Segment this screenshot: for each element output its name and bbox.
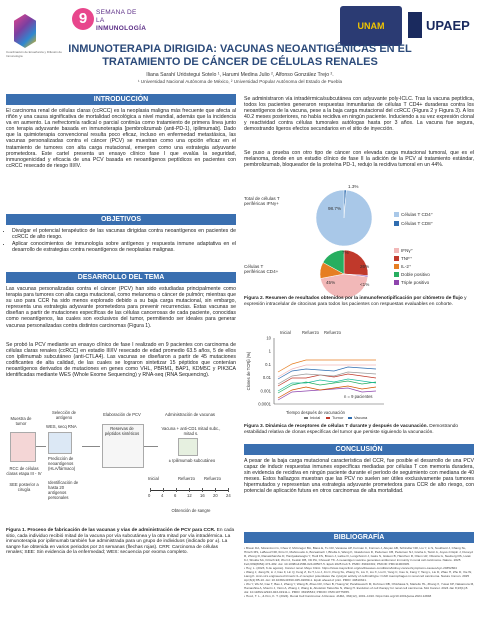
timeline-week-label: 16: [200, 493, 205, 498]
ninth-week-logo: [72, 6, 147, 40]
fig2-label-top: Total de células T periféricas IFNγ+: [244, 196, 280, 206]
fig2-label-bottom: Células T periféricas CD4+: [244, 264, 279, 274]
upaep-logo: [408, 8, 474, 44]
legend-swatch: [394, 256, 399, 261]
ninth-week-number: 9: [72, 8, 94, 30]
bibliography-heading: BIBLIOGRAFÍA: [244, 532, 474, 543]
intro-text: El carcinoma renal de células claras (ccRCC) es la neoplasia maligna más frecuente que afecta al riñón y una causa significativa de mortalidad oncológica a nivel mundial, además que la incidencia va en aumento. La nefrectomía radical o parcial continúa como tratamiento de primera línea junto con terapia adyuvante basada en inmunoterapia [pembrolizumab (anti-PD-1), ipilimumab]. Dado que la quimioterapia convencional resulta poco eficaz, incluso en enfermedad metastásica, las vacunas personalizadas contra el cáncer (PCV) se muestran como una opción eficaz en el tratamiento de tumores con alta carga mutacional, emergen como una estrategia adyuvante prometedora. Este cartel presenta un ensayo clínico fase I que evalúa la seguridad, inmunogenicidad y eficacia de una PCV basada en neoantígenos peptídicos en pacientes con ccRCC resecado de riesgo III/IV.: [6, 108, 236, 169]
ninth-week-line1: SEMANA DE LA: [96, 9, 137, 24]
timeline-tick: [202, 488, 203, 492]
timeline-week-label: 6: [174, 493, 177, 498]
top-label: Inicial: [280, 330, 291, 335]
legend-label: Células T CD4⁺: [401, 212, 434, 217]
top-label: Refuerzo: [324, 330, 341, 335]
vaccine-illustration: [178, 438, 198, 456]
fig1-prediction-label: Predicción de neoantígenos (HLA/fármaco): [48, 456, 76, 471]
legend-label: IL-2⁺: [401, 264, 412, 269]
fig2-legend-ifn: [394, 248, 413, 254]
fig2-pct-top-small: 1.3%: [348, 184, 359, 189]
figure-2-caption-text: y expresión intracelular de citocinas para todos los pacientes con respuestas evaluables en cohorte.: [244, 296, 467, 307]
timeline-week-label: 20: [213, 493, 218, 498]
timeline-label-initial: Inicial: [148, 476, 159, 481]
legend-swatch: [394, 221, 399, 226]
y-tick-label: 0.01: [262, 375, 271, 381]
conclusion-heading: CONCLUSIÓN: [244, 444, 474, 455]
figure-1-caption: [6, 528, 236, 556]
unam-logo: UNAM: [340, 6, 402, 46]
fig2-legend-cd4: [394, 212, 433, 218]
figure-3-caption-title: Figura 3. Dinámica de receptores de células T durante y después de vacunación.: [244, 424, 428, 429]
fig2-pct-b2: 7%: [342, 250, 349, 255]
development-heading: DESARROLLO DEL TEMA: [6, 272, 236, 283]
figure-3: [244, 326, 474, 436]
figure-3-caption-text: Demostrando estabilidad relativa de clonas específicas del tumor que persiste siguiendo la vacunación.: [244, 424, 459, 435]
legend-swatch: [304, 417, 308, 419]
timeline-caption: Obtención de sangre: [171, 508, 211, 513]
reference-item: • Wu Y, Wu M, Cao T, Bao J, Zhang Y, Wang B, Zhao CR, Chen B, Huang W, Pandisuwerh M, Dohmen DB, Ohishawa S, Martello HL, Zhang X, Yuwei KP, Nakamura M, Hamashita A, Mourin J, Vioin A, Zhang J, Wang E, Abolelsin Takuvhle N, Wang H. Evolution of cell therapy for renal cell carcinoma. Mol Cancer. 2024 Jan 8;23(1):8. doi: 10.1186/s12943-023-01911-x. PMID: 38195534; PMCID: PMC10775455.: [244, 582, 475, 594]
fig2-pct-b3: 26%: [360, 264, 370, 269]
upaep-logo-mark: [408, 12, 422, 38]
timeline-week-label: 0: [148, 493, 151, 498]
pie-top-slice: [316, 190, 372, 246]
fig1-identification-label: Identificación de hasta 20 antígenos personales: [48, 480, 79, 500]
timeline-label-booster2: Refuerzo: [204, 476, 221, 481]
sequencing-illustration: [48, 432, 72, 454]
poster-title: [60, 43, 420, 69]
timeline-week-label: 12: [187, 493, 192, 498]
timeline-weeks: [148, 493, 231, 501]
fig1-vaccine-label: Vacuna + anti-CD1 mitad subc., mitad s.: [161, 426, 221, 436]
legend-swatch: [394, 280, 399, 285]
timeline-week-label: 4: [161, 493, 164, 498]
y-tick-label: 0.0001: [258, 401, 271, 407]
arrow: [82, 446, 100, 447]
reference-item: • Hoy, L. (2023, 6 de agosto). Cáncer renal. Mayo Clinic. https://www.mayoclinic.org/es/diseases-conditions/kidney-cancer/symptoms-causes/syc-20352664: [244, 566, 457, 570]
affiliations: ¹ Universidad Nacional Autónoma de México, ² Universidad Popular Autónoma del Estado de Puebla: [137, 79, 343, 84]
timeline-tick: [228, 488, 229, 492]
poster-title-line1: INMUNOTERAPIA DIRIGIDA: VACUNAS NEOANTIGÉNICAS EN EL: [68, 43, 412, 55]
arrow: [144, 446, 158, 447]
fig2-legend-triple: [394, 280, 429, 285]
fig2-legend-il2: [394, 264, 411, 270]
legend-label: Tumor: [332, 415, 344, 420]
coordination-logo-text: Coordinación de Enseñanza y Difusión de Inmunología: [6, 50, 62, 58]
legend-swatch: [394, 212, 399, 217]
legend-label: Doble positivo: [401, 272, 430, 277]
ninth-week-line2: INMUNOLOGÍA: [96, 25, 147, 32]
timeline-tick: [189, 488, 190, 492]
bibliography-list: [244, 546, 474, 598]
y-tick-label: 0.1: [265, 361, 271, 367]
results-paragraph-1: Se administraron vía intradérmica/subcutánea con adyuvante poly-ICLC. Tras la vacuna peptídica, todos los pacientes generaron respuestas inmunitarias de células T CD4+ duraderas contra los neoantígenos de la vacuna, pese a la baja carga mutacional del ccRCC (Figura 2 y Figura 3). A los 40.2 meses posteriores, no había recidiva en ningún paciente. Induciendo a su vez expresión clonal y reactividad contra células tumorales autólogas hasta por 3 años. La vacuna fue segura, demostrando ligeros efectos secundarios en el sitio de inyección.: [244, 96, 474, 133]
reference-item: • Wang J, Jiang W, Li J, Cao F, Lin Q, Feng Z, Fu T, Liu J, Jin C, Peng SL, Zhang Yu, Liu X, Liu X, Liu D, Yang C, Cao G, Fang Y, Tang L, Liu D, Zhao H, Zhu D, Xie W, Liang K. Amn-virs engineered trimeric IL-2 receptor potentiates the cytolytic activity of cell/mid/type I CAR macrophages in renal cell carcinoma. Nature Immun. 2025 Apr;6(4):85-10. doi: 10.1038/s41590-025-02069-1. Epub ahead of print. PMID: 40810321.: [244, 570, 472, 582]
poster-title-line2: TRATAMIENTO DE CÁNCER DE CÉLULAS RENALES: [102, 56, 378, 68]
conclusion-text: A pesar de la baja carga mutacional característica del CCR, fue posible el desarrollo de una PCV capaz de inducir respuestas inmunes específicas mediadas por células T con memoria duradera, sin evidencia de recidiva en ningún paciente durante el período de seguimiento con mediana de 40 meses. Estos hallazgos muestran que las PCV no suelen ser útiles exclusivamente para tumores hipermutados y representan una estrategia adyuvante prometedora para CCR de alto riesgo, con potencial de aplicación futura en otros carcinomas de alta mortalidad.: [244, 458, 474, 495]
legend-label: TNF⁺: [401, 256, 413, 261]
fig2-legend-cd8: [394, 221, 433, 227]
objectives-list: [4, 228, 236, 254]
fig3-chart: [244, 326, 394, 422]
objective-item: • Divulgar el potencial terapéutico de las vacunas dirigidas contra neoantígenos en pacientes de ccRCC de alto riesgo.: [12, 228, 236, 240]
objectives-heading: OBJETIVOS: [6, 214, 236, 225]
fig1-reserve-label: Reservas de péptidos sintéticos: [104, 426, 140, 436]
y-tick-label: 1: [268, 348, 271, 354]
fig1-col-admin: Administración de vacunas: [164, 412, 216, 417]
results-paragraph-2: Se puso a prueba con otro tipo de cáncer con elevada carga mutacional tumoral, que es el melanoma, donde en un estudio clínico de fase II la adición de la PCV al tratamiento estándar, pembrolizumab, bloqueador de la proteína PD-1, redujo la recidiva tumoral en un 44%.: [244, 150, 474, 169]
top-label: Refuerzo: [302, 330, 319, 335]
y-axis-label: Clones de TCRβ (%): [246, 351, 251, 391]
reference-item: • Braun DA, Moranzoni G, Chea V, McGregor BA, Blass E, Tu CR, Vanasse AP, Forman C, Forman J, Afeyan AB, Schindler NR, Liu Y, Li S, Southard J, Chang SL, Hirsch MS, LeBoeuf NR, Ibrio O, Mahmoudo A, Bozeatiooh I, Bhella A, Wang K, Glasdorous D, Pedersen CB, Pedersen NJ, Greha A, Tamir A, Joyes-Crispin J, Duveyd R, Zhong D, Ranasiiharshe D, Haniyakaraoglu Y, Hodi FS, Brown J, Lalive D, Longchoinri J, Gaire S, Gideon B, Hanchen R, Oliem LR, Oliveira G, Neuberg DS, Livak KJ, Shukla SA, Fritsch EF, Wu CJ, Keskin DB, Ott PA, Choueiri TK. A neoantigen vaccine generates antitumour immunity in renal cell carcinoma. Nature. 2025 Feb;639(8054):474-482. doi: 10.1038/s41586-024-08507-5. Epub 2025 Feb 5. PMID: 39910301; PMCID: PMC11903305.: [244, 546, 473, 566]
legend-label: Triple positivo: [401, 280, 430, 285]
timeline-label-booster1: Refuerzo: [178, 476, 195, 481]
figure-2-caption: [244, 296, 474, 307]
x-axis-label: Tiempo después de vacunación: [286, 410, 345, 415]
development-paragraph-2: Se probó la PCV mediante un ensayo clínico de fase I realizado en 9 pacientes con carcinoma de células claras renales (ccRCC) en estadio III/IV resecado de edad promedio 63.5 años, 5 de ellos con ipilimumab subcutáneo (anti-CTLA4). Las vacunas se diseñaron a partir de 45 mutaciones codificantes de alta calidad, de las cuales se lograron sintetizar 15 péptidos que contenían neoantígenos derivados de mutaciones en genes como VHL, PBRM1, BAP1, KDM5C y PIK3CA identificadas mediante WES (Whole Exome Sequencing) y RNA-seq (RNA Sequencing).: [6, 342, 236, 379]
fig2-legend-tnf: [394, 256, 412, 262]
timeline-tick: [176, 488, 177, 492]
fig1-ipilimumab-label: ± Ipilimumab subcutáneo: [168, 458, 216, 463]
legend-label: IFNγ⁺: [401, 248, 414, 253]
intro-heading: INTRODUCCIÓN: [6, 94, 236, 105]
development-paragraph-1: Las vacunas personalizadas contra el cáncer (PCV) han sido estudiadas principalmente como terapia para tumores con alta carga mutacional, como melanoma o cáncer de pulmón; mientras que su uso para CCR ha sido menos explorado debido a su baja carga mutacional, sin embargo, representa una estrategia adyuvante prometedora para prevenir recurrencias. Estas vacunas se diseñan a partir de mutaciones específicas de las células cancerosas de cada paciente, conocidas como neoantígenos, las cuales son exclusivos del tumor, permitiendo ser ideales para generar vacunas personalizadas contra distintos carcinomas (Figura 1).: [6, 286, 236, 329]
timeline-tick: [150, 488, 151, 492]
fig1-col-pcv: Elaboración de PCV: [103, 412, 141, 417]
fig1-wes-label: WES, secq RNA: [46, 424, 77, 429]
fig1-rcc-label: RCC de células claras etapa III - IV: [6, 466, 42, 476]
figure-3-caption: [244, 424, 474, 435]
figure-1-caption-text: En cada sitio, cada individuo recibió mitad de la vacuna por vía subcutánea y la otra mitad por vía intradérmica. La inmunoterapia por ipilimumab también fue administrada para un grupo de individuos (indicado por ±). La sangre fue obtenida en varios periodos por 24 semanas (flechas rojas). CRR: Carcinoma de células renales; SEE: Sin evidencia de la enfermedad; WES: secuencia por exoma completo.: [6, 528, 235, 556]
legend-swatch: [326, 417, 330, 419]
legend-swatch: [348, 417, 352, 419]
legend-swatch: [394, 264, 399, 269]
figure-1-caption-title: Figura 1. Proceso de fabricación de las vacunas y vías de administración de PCV para CCR.: [6, 528, 216, 533]
fig2-pct-top-big: 98.7%: [328, 206, 342, 211]
fig1-col-selection: Selección de antígeno: [52, 410, 76, 420]
fig2-pct-b1: 11%: [304, 262, 313, 267]
legend-swatch: [394, 248, 399, 253]
fig2-legend-double: [394, 272, 430, 277]
legend-label: Inicial: [310, 415, 321, 420]
timeline-week-label: 24: [226, 493, 231, 498]
fig2-pct-b5: <1%: [360, 282, 370, 287]
n-label: n = 9 pacientes: [344, 394, 373, 399]
fig1-col-tumor: Muestra de tumor: [10, 416, 32, 426]
arrow: [36, 446, 46, 447]
fig2-pct-b4: 45%: [326, 280, 336, 285]
upaep-logo-text: UPAEP: [426, 18, 470, 33]
authors: Iliana Sarahí Urióstegui Sotelo ¹, Harumi Medina Julio ², Alfonso González Trejo ².: [146, 72, 334, 78]
y-tick-label: 0.001: [260, 388, 271, 394]
legend-label: Vacuna: [354, 415, 368, 420]
objective-item: • Aplicar conocimientos de inmunología sobre antígenos y respuesta inmune adaptativa en el desarrollo de estrategias contra neoantígenos de neoplasias malignas.: [12, 241, 236, 253]
tumor-kidney-illustration: [10, 432, 36, 462]
figure-2: [244, 178, 474, 324]
colorful-pencil-icon: [14, 14, 36, 48]
y-tick-label: 10: [266, 335, 271, 341]
timeline-tick: [215, 488, 216, 492]
timeline-tick: [163, 488, 164, 492]
legend-label: Células T CD8⁺: [401, 221, 434, 226]
fig1-see-label: SEE posterior a cirugía: [9, 482, 39, 492]
figure-2-caption-title: Figura 2. Resumen de resultados obtenidos por la inmunofenotipificación por citómetro de flujo: [244, 296, 463, 301]
reference-item: • Hooz, T. L., & Kim, K. T. (2024). Renal Cell Carcinoma: A Review. JAMA, 332(12), 1001–1010. https://doi.org/10.1001/jama.2024.12848: [244, 594, 432, 598]
legend-swatch: [394, 272, 399, 277]
